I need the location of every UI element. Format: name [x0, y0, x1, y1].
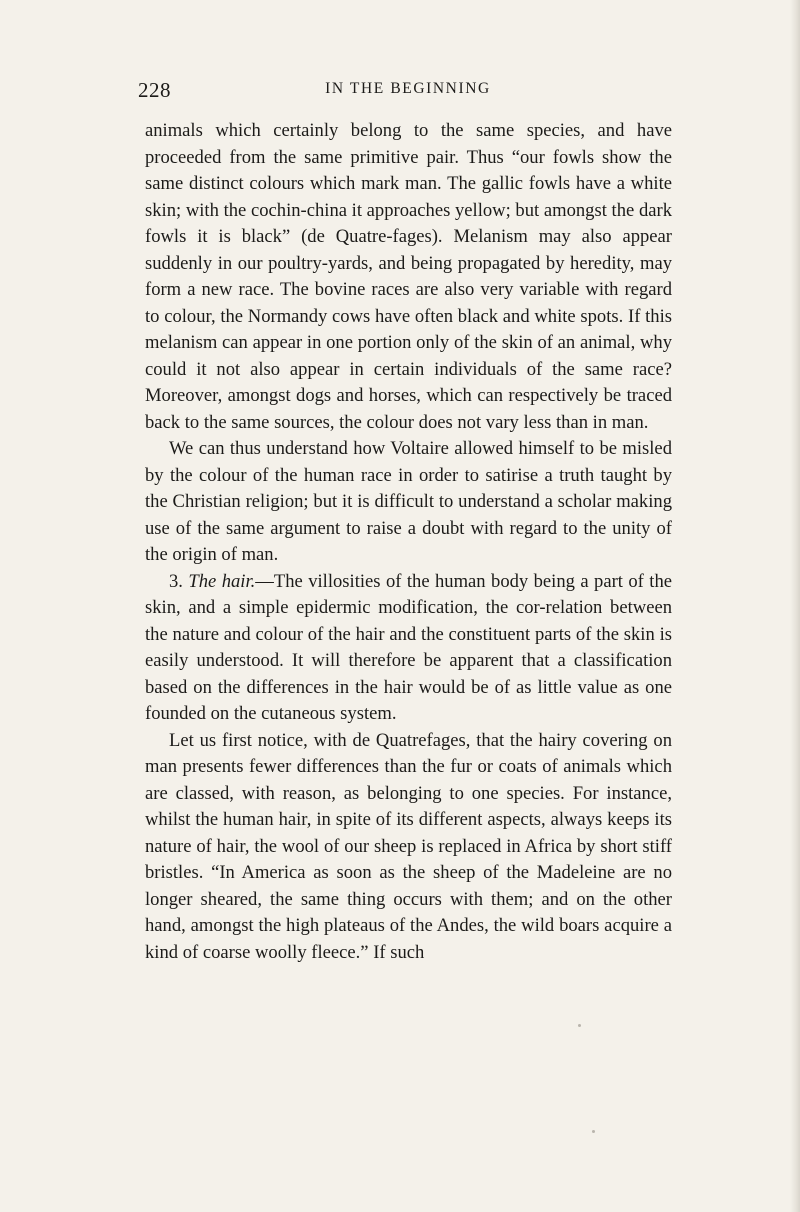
page-edge — [790, 0, 800, 1212]
running-head: IN THE BEGINNING — [325, 80, 491, 97]
section-text: —The villosities of the human body being a part of the skin, and a simple epidermic modification, the cor-relation between the nature and colour of the hair and the constituent parts of the skin is easily understood. It will therefore be apparent that a classification based on the differences in the hair would be of as little value as one founded on the cutaneous system. — [145, 570, 672, 724]
paper-speck — [592, 1130, 595, 1133]
section-title: The hair. — [188, 570, 256, 592]
paragraph: animals which certainly belong to the same species, and have proceeded from the same primitive pair. Thus “our fowls show the same distinct colours which mark man. The gallic fowls have a white skin; with the cochin-china it approaches yellow; but amongst the dark fowls it is black” (de Quatre-fages). Melanism may also appear suddenly in our poultry-yards, and being propagated by heredity, may form a new race. The bovine races are also very variable with regard to colour, the Normandy cows have often black and white spots. If this melanism can appear in one portion only of the skin of an animal, why could it not also appear in certain individuals of the same race? Moreover, amongst dogs and horses, which can respectively be traced back to the same sources, the colour does not vary less than in man. — [145, 120, 672, 433]
section-number: 3. — [169, 570, 183, 592]
paper-speck — [578, 1024, 581, 1027]
body-text — [145, 118, 672, 966]
page-number: 228 — [138, 78, 171, 102]
paragraph — [145, 569, 672, 728]
paragraph: Let us first notice, with de Quatrefages, that the hairy covering on man presents fewer differences than the fur or coats of animals which are classed, with reason, as belonging to one species. For instance, whilst the human hair, in spite of its different aspects, always keeps its nature of hair, the wool of our sheep is replaced in Africa by short stiff bristles. “In America as soon as the sheep of the Madeleine are no longer sheared, the same thing occurs with them; and on the other hand, amongst the high plateaus of the Andes, the wild boars acquire a kind of coarse woolly fleece.” If such — [145, 729, 672, 963]
paragraph: We can thus understand how Voltaire allowed himself to be misled by the colour of the human race in order to satirise a truth taught by the Christian religion; but it is difficult to understand a scholar making use of the same argument to raise a doubt with regard to the unity of the origin of man. — [145, 438, 672, 565]
page-header — [138, 78, 678, 108]
